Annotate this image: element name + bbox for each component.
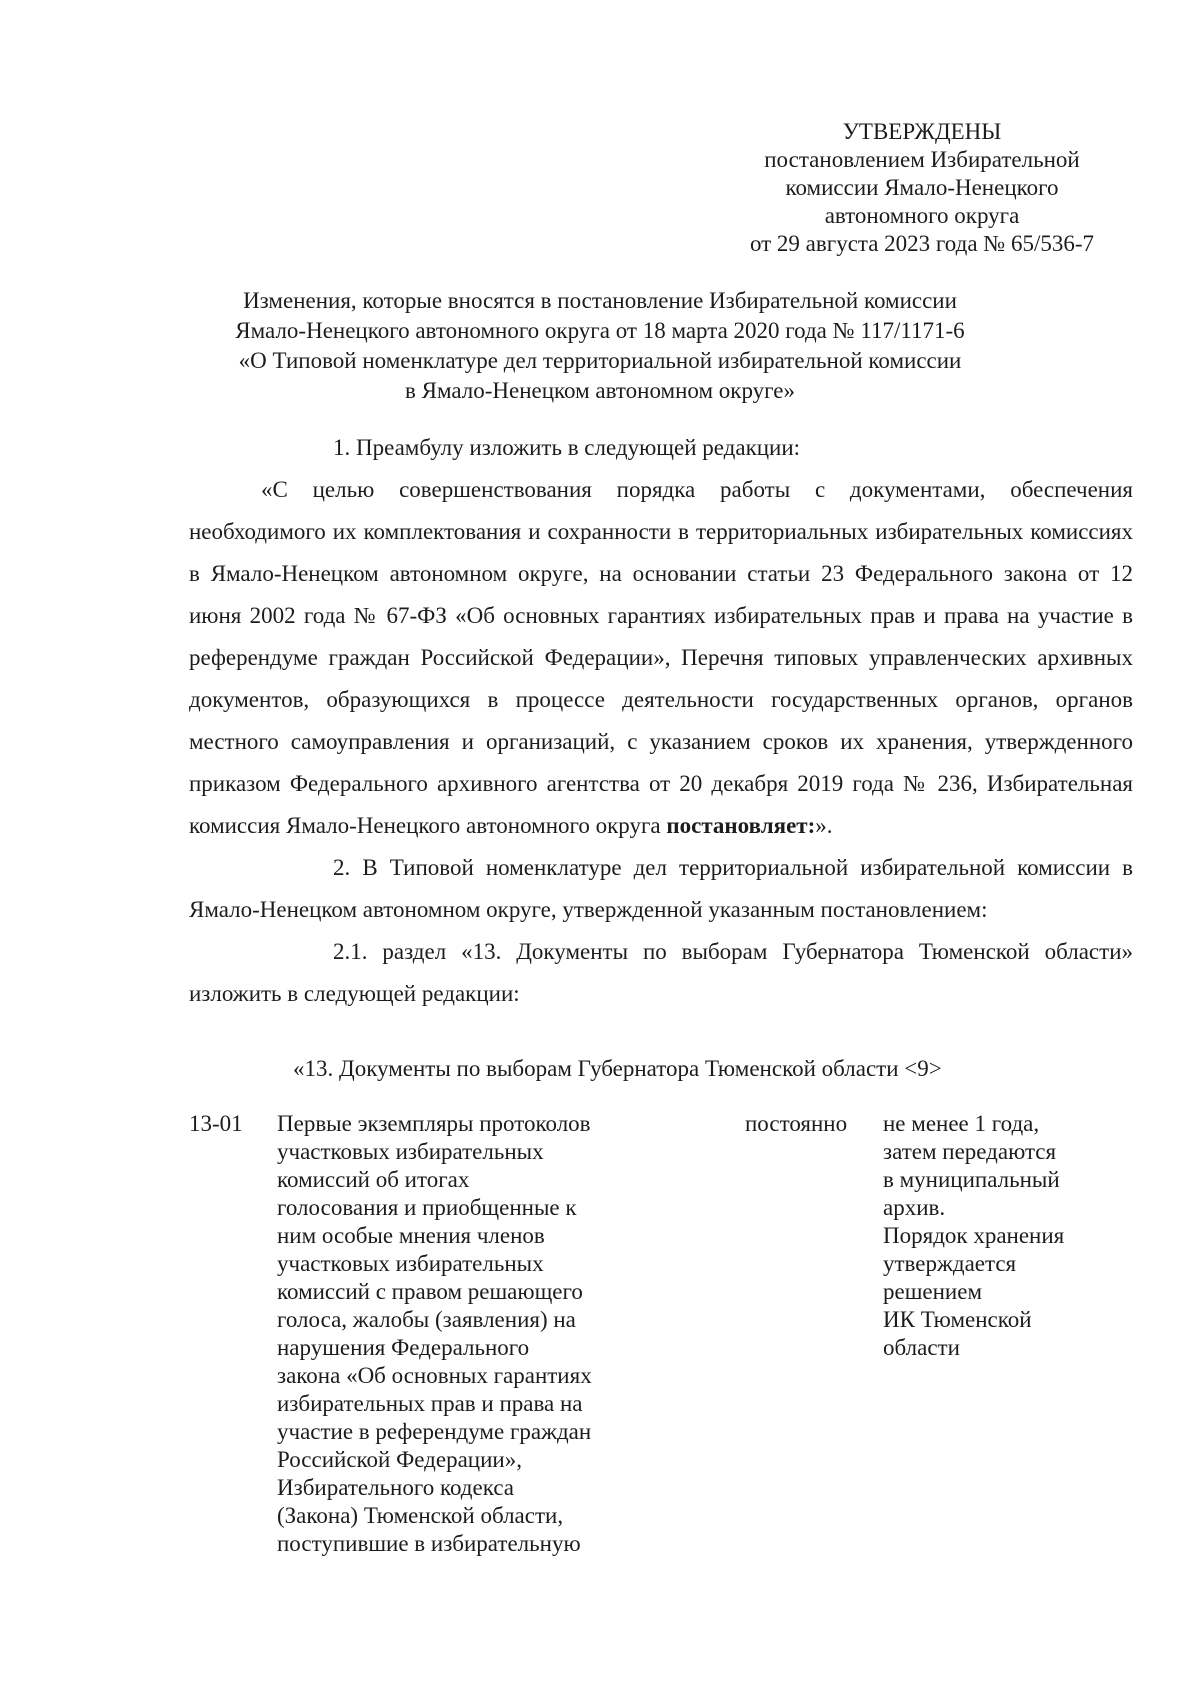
approval-block bbox=[737, 118, 1107, 258]
approval-line: автономного округа bbox=[824, 203, 1020, 228]
row-note-line: ИК Тюменской bbox=[883, 1307, 1032, 1332]
item-1-number: 1. bbox=[333, 435, 351, 460]
row-note-line: области bbox=[883, 1335, 960, 1360]
item-2-paragraph bbox=[189, 847, 1133, 931]
row-title-line: нарушения Федерального bbox=[277, 1335, 530, 1360]
item-2-number: 2. bbox=[333, 855, 351, 880]
title-line: «О Типовой номенклатуре дел территориальной избирательной комиссии bbox=[238, 348, 962, 373]
row-retention-term: постоянно bbox=[745, 1111, 848, 1136]
row-title bbox=[277, 1110, 607, 1558]
row-title-line: участие в референдуме граждан bbox=[277, 1419, 592, 1444]
approval-heading: УТВЕРЖДЕНЫ bbox=[842, 119, 1002, 144]
row-note-line: решением bbox=[883, 1279, 983, 1304]
section-heading: «13. Документы по выборам Губернатора Тюменской области <9> bbox=[293, 1056, 942, 1081]
item-2-1-number: 2.1. bbox=[333, 939, 368, 964]
preamble-tail: ». bbox=[815, 813, 833, 838]
document-body bbox=[189, 427, 1133, 1015]
row-title-line: Первые экземпляры протоколов bbox=[277, 1111, 591, 1136]
row-note-line: утверждается bbox=[883, 1251, 1017, 1276]
preamble-paragraph bbox=[189, 469, 1133, 847]
approval-date-number: от 29 августа 2023 года № 65/536-7 bbox=[749, 231, 1095, 256]
item-1-paragraph bbox=[189, 427, 1133, 469]
approval-line: постановлением Избирательной bbox=[764, 147, 1080, 172]
title-line: Ямало-Ненецкого автономного округа от 18 марта 2020 года № 117/1171-6 bbox=[235, 318, 965, 343]
title-line: Изменения, которые вносятся в постановление Избирательной комиссии bbox=[243, 288, 957, 313]
row-title-line: комиссий об итогах bbox=[277, 1167, 470, 1192]
row-note-line: в муниципальный bbox=[883, 1167, 1060, 1192]
row-title-line: Российской Федерации», bbox=[277, 1447, 522, 1472]
row-note-line: не менее 1 года, bbox=[883, 1111, 1040, 1136]
item-2-1-paragraph bbox=[189, 931, 1133, 1015]
approval-line: комиссии Ямало-Ненецкого bbox=[785, 175, 1059, 200]
row-note-line: затем передаются bbox=[883, 1139, 1057, 1164]
row-note-line: архив. bbox=[883, 1195, 946, 1220]
item-2-1-text: раздел «13. Документы по выборам Губернатора Тюменской области» изложить в следующей редакции: bbox=[189, 939, 1134, 1006]
row-title-line: ним особые мнения членов bbox=[277, 1223, 545, 1248]
document-title bbox=[180, 286, 1020, 406]
row-title-line: поступившие в избирательную bbox=[277, 1531, 581, 1556]
item-1-text: Преамбулу изложить в следующей редакции: bbox=[356, 435, 801, 460]
row-title-line: комиссий с правом решающего bbox=[277, 1279, 583, 1304]
row-title-line: голосования и приобщенные к bbox=[277, 1195, 577, 1220]
row-index: 13-01 bbox=[189, 1111, 243, 1136]
row-title-line: Избирательного кодекса bbox=[277, 1475, 515, 1500]
row-note bbox=[883, 1110, 1113, 1362]
row-title-line: участковых избирательных bbox=[277, 1139, 544, 1164]
row-note-line: Порядок хранения bbox=[883, 1223, 1065, 1248]
row-title-line: закона «Об основных гарантиях bbox=[277, 1363, 592, 1388]
item-2-text: В Типовой номенклатуре дел территориальной избирательной комиссии в Ямало-Ненецком автономном округе, утвержденной указанным постановлением: bbox=[189, 855, 1134, 922]
preamble-text: «С целью совершенствования порядка работы с документами, обеспечения необходимого их комплектования и сохранности в территориальных избирательных комиссиях в Ямало-Ненецком автономном округе, на основании статьи 23 Федерального закона от 12 июня 2002 года № 67-ФЗ «Об основных гарантиях избирательных прав и права на участие в референдуме граждан Российской Федерации», Перечня типовых управленческих архивных документов, образующихся в процессе деятельности государственных органов, органов местного самоуправления и организаций, с указанием сроков их хранения, утвержденного приказом Федерального архивного агентства от 20 декабря 2019 года № 236, Избирательная комиссия Ямало-Ненецкого автономного округа bbox=[189, 477, 1133, 838]
row-title-line: голоса, жалобы (заявления) на bbox=[277, 1307, 576, 1332]
row-title-line: участковых избирательных bbox=[277, 1251, 544, 1276]
row-title-line: (Закона) Тюменской области, bbox=[277, 1503, 564, 1528]
row-title-line: избирательных прав и права на bbox=[277, 1391, 583, 1416]
preamble-bold-word: постановляет: bbox=[666, 813, 816, 838]
title-line: в Ямало-Ненецком автономном округе» bbox=[405, 378, 795, 403]
